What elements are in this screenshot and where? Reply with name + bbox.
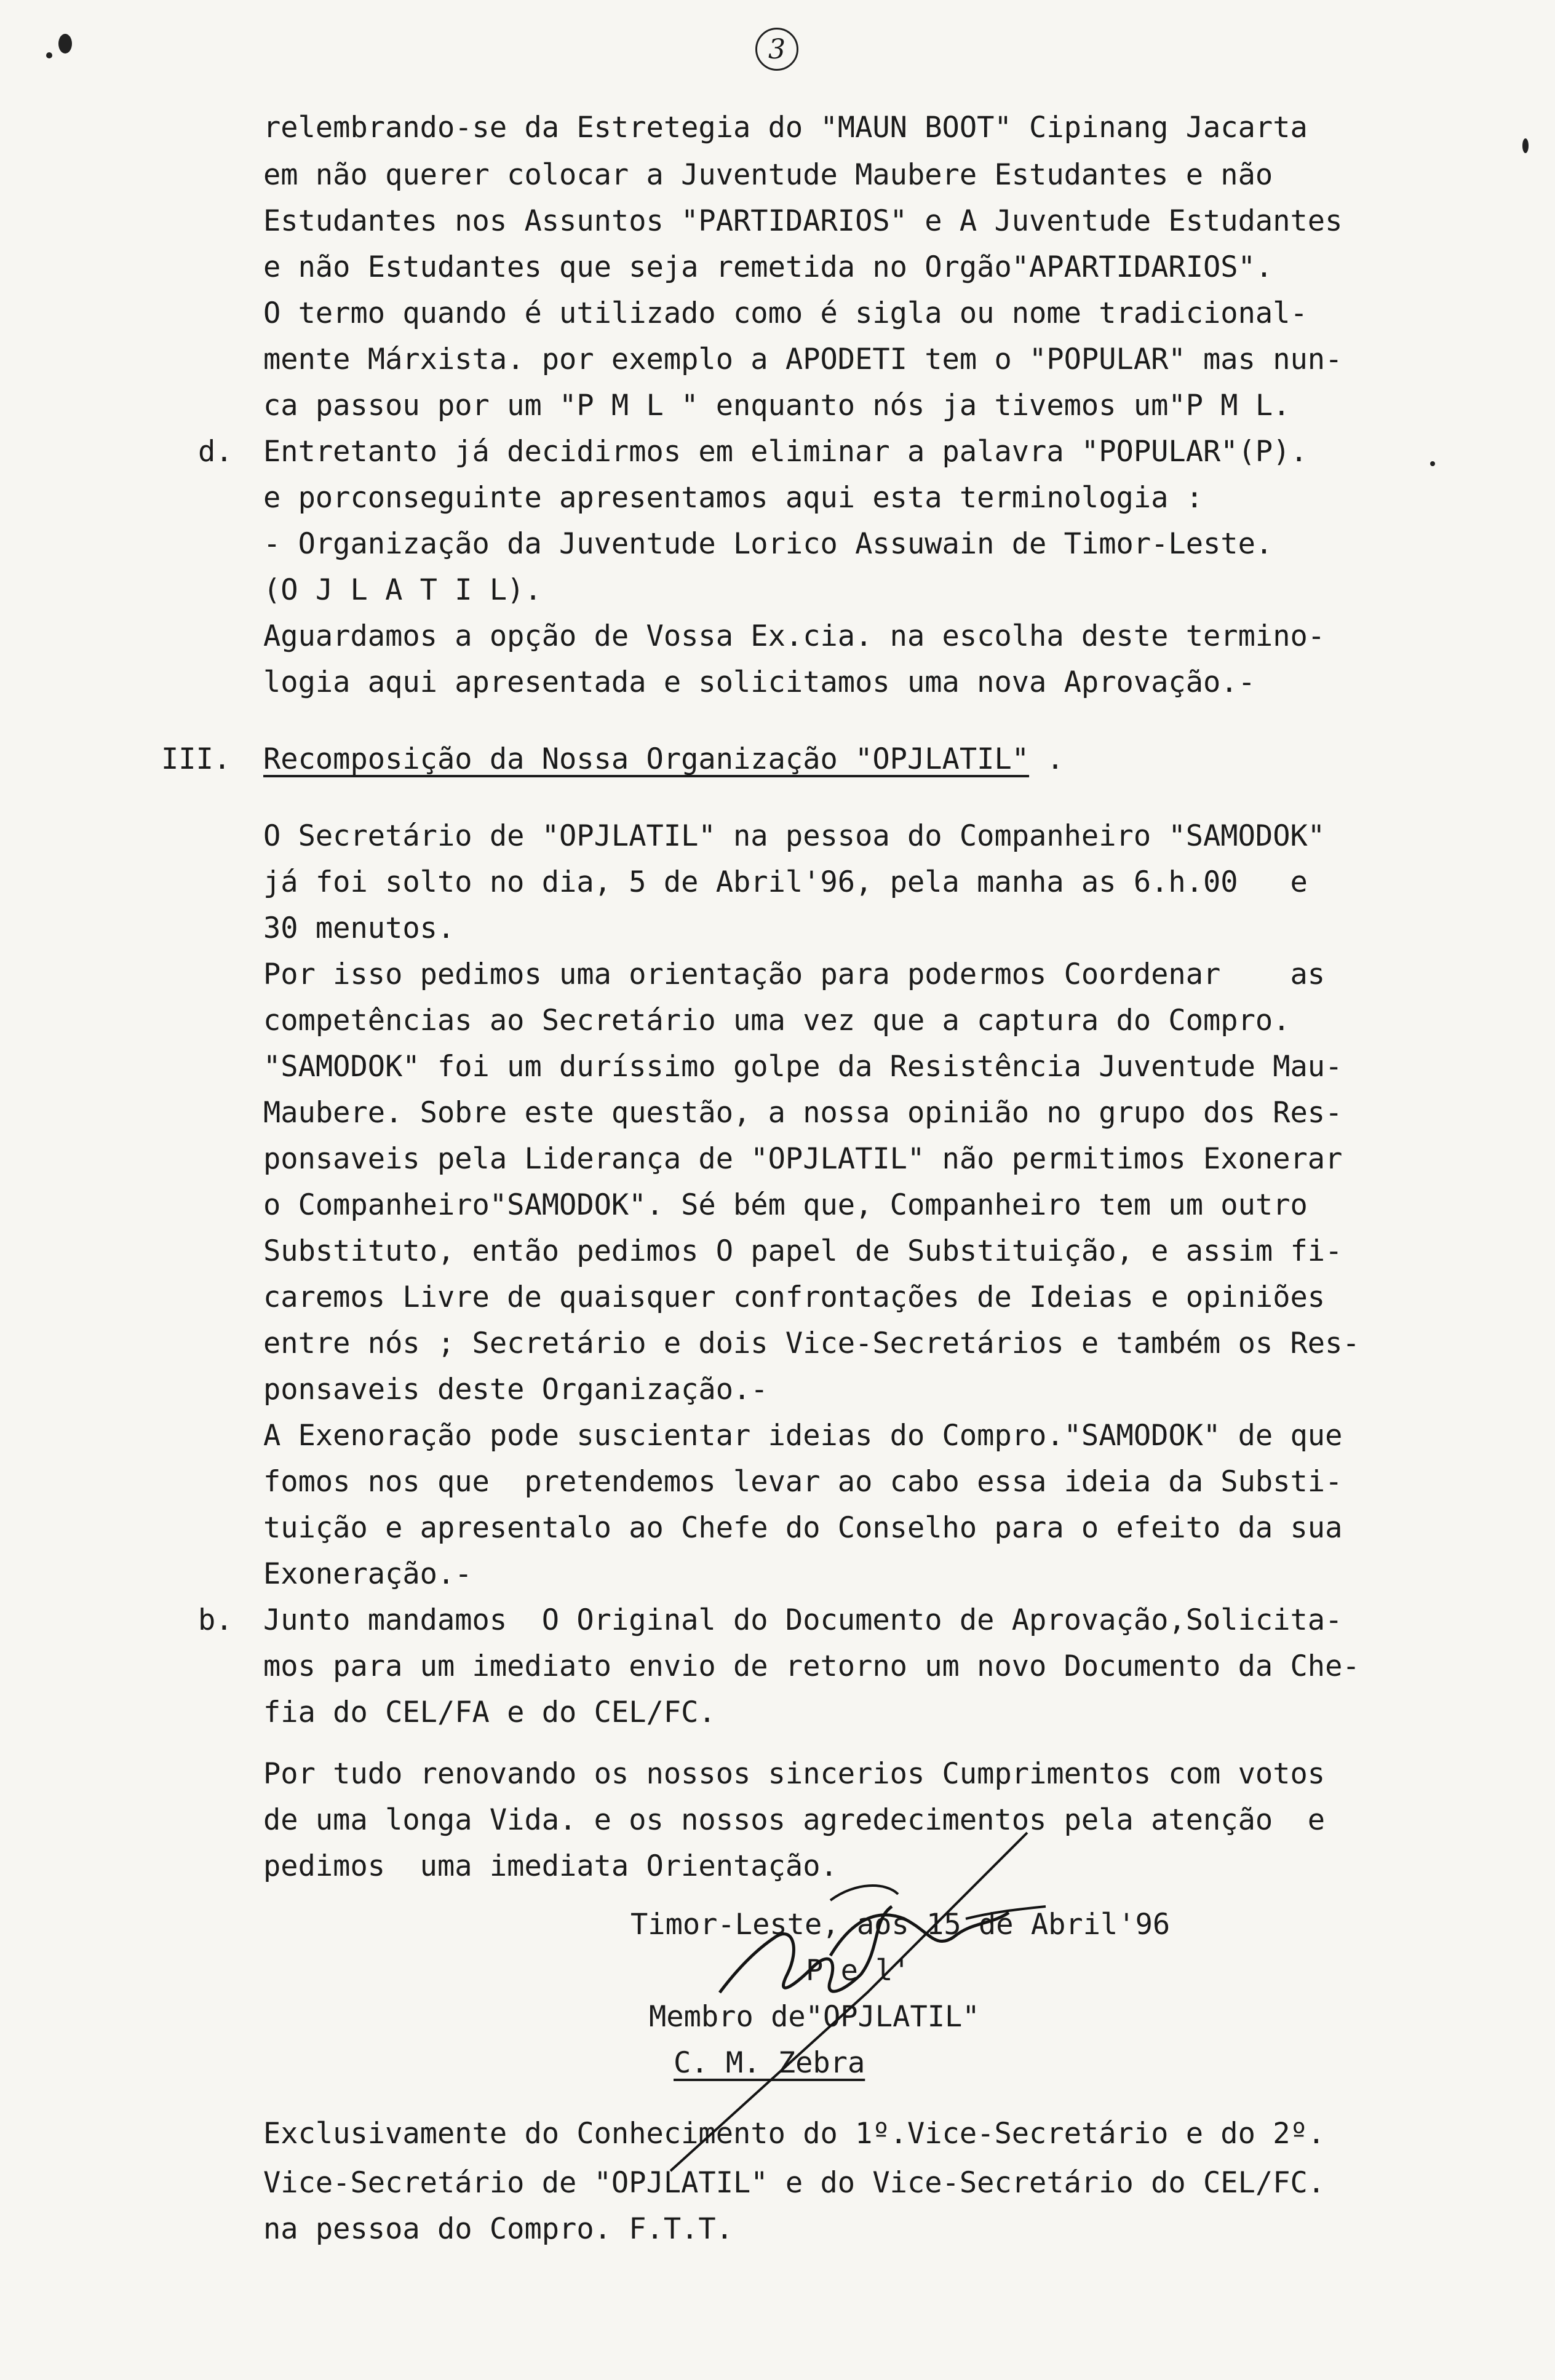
- lines-line-text: Estudantes nos Assuntos "PARTIDARIOS" e A Juventude Estudantes: [263, 204, 1343, 238]
- list-marker: d.: [198, 435, 233, 469]
- lines-line: [263, 480, 1203, 517]
- lines-line: [263, 1002, 1291, 1039]
- lines-line: [263, 387, 1291, 424]
- lines-line-text: ponsaveis deste Organização.-: [263, 1373, 768, 1406]
- lines-line-text: ca passou por um "P M L " enquanto nós ja tivemos um"P M L.: [263, 389, 1291, 422]
- lines-line-text: em não querer colocar a Juventude Maubere Estudantes e não: [263, 158, 1273, 192]
- footer-line-text: Exclusivamente do Conhecimento do 1º.Vice-Secretário e do 2º.: [263, 2117, 1326, 2151]
- lines-line-text: - Organização da Juventude Lorico Assuwain de Timor-Leste.: [263, 527, 1273, 561]
- ink-speck: [1522, 138, 1529, 153]
- lines-line-text: Por tudo renovando os nossos sincerios Cumprimentos com votos: [263, 1757, 1326, 1791]
- lines-line-text: ponsaveis pela Liderança de "OPJLATIL" não permitimos Exonerar: [263, 1142, 1343, 1176]
- lines-line-text: tuição e apresentalo ao Chefe do Conselho para o efeito da sua: [263, 1511, 1343, 1545]
- lines-line: [263, 341, 1342, 378]
- lines-line-text: Exoneração.-: [263, 1557, 472, 1591]
- ink-speck: [46, 52, 52, 58]
- lines-line-text: mos para um imediato envio de retorno um novo Documento da Che-: [263, 1649, 1360, 1683]
- lines-line: [263, 1095, 1342, 1132]
- lines-line-text: A Exenoração pode suscientar ideias do Compro."SAMODOK" de que: [263, 1419, 1343, 1453]
- lines-line-text: O Secretário de "OPJLATIL" na pessoa do Companheiro "SAMODOK": [263, 819, 1326, 853]
- lines-line: [263, 818, 1325, 855]
- lines-line-text: Recomposição da Nossa Organização "OPJLATIL": [263, 742, 1030, 776]
- footer-line: [263, 2211, 733, 2248]
- lines-line-text: de uma longa Vida. e os nossos agredecimentos pela atenção e: [263, 1803, 1326, 1837]
- lines-line: [263, 295, 1308, 332]
- ink-speck: [1430, 461, 1435, 466]
- lines-line-text: Aguardamos a opção de Vossa Ex.cia. na escolha deste termino-: [263, 619, 1326, 653]
- section-number: III.: [161, 742, 231, 776]
- lines-line-text: e não Estudantes que seja remetida no Orgão"APARTIDARIOS".: [263, 250, 1273, 284]
- lines-line-text: "SAMODOK" foi um duríssimo golpe da Resistência Juventude Mau-: [263, 1050, 1343, 1084]
- lines-line-text: (O J L A T I L).: [263, 573, 542, 607]
- lines-line: [263, 1049, 1342, 1085]
- lines-line-text: Substituto, então pedimos O papel de Substituição, e assim fi-: [263, 1234, 1343, 1268]
- lines-line: [263, 434, 1308, 470]
- lines-line-text: relembrando-se da Estretegia do "MAUN BOOT" Cipinang Jacarta: [263, 111, 1308, 145]
- lines-line-text: logia aqui apresentada e solicitamos uma nova Aprovação.-: [263, 665, 1255, 699]
- list-marker: b.: [198, 1603, 233, 1637]
- lines-line: [263, 572, 542, 609]
- lines-line: [263, 956, 1325, 993]
- lines-line-text: Entretanto já decidirmos em eliminar a palavra "POPULAR"(P).: [263, 435, 1308, 469]
- closing-line-text: P e l': [806, 1954, 928, 1988]
- handwritten-signature-icon: [646, 1150, 1089, 2183]
- lines-line: [263, 1556, 472, 1593]
- closing-line-text: Membro de"OPJLATIL": [649, 2000, 980, 2034]
- lines-line-text: competências ao Secretário uma vez que a captura do Compro.: [263, 1004, 1291, 1037]
- lines-line: [263, 157, 1273, 194]
- ink-speck: [58, 34, 72, 54]
- lines-line-text: fia do CEL/FA e do CEL/FC.: [263, 1696, 716, 1729]
- lines-line: [263, 526, 1273, 563]
- lines-line: [263, 618, 1325, 655]
- page-number: 3: [755, 28, 798, 71]
- footer-line-text: Vice-Secretário de "OPJLATIL" e do Vice-Secretário do CEL/FC.: [263, 2166, 1326, 2200]
- lines-line-tail: .: [1029, 742, 1064, 776]
- lines-line-text: 30 menutos.: [263, 911, 455, 945]
- lines-line-text: entre nós ; Secretário e dois Vice-Secretários e também os Res-: [263, 1327, 1360, 1360]
- lines-line-text: O termo quando é utilizado como é sigla ou nome tradicional-: [263, 296, 1308, 330]
- lines-line: [263, 864, 1308, 901]
- lines-line: [263, 203, 1342, 240]
- lines-line-text: Junto mandamos O Original do Documento de Aprovação,Solicita-: [263, 1603, 1343, 1637]
- lines-line: [263, 910, 455, 947]
- lines-line: [263, 741, 1064, 778]
- lines-line-text: caremos Livre de quaisquer confrontações de Ideias e opiniões: [263, 1280, 1326, 1314]
- lines-line-text: Maubere. Sobre este questão, a nossa opinião no grupo dos Res-: [263, 1096, 1343, 1130]
- closing-line-text: C. M. Zebra: [674, 2046, 865, 2080]
- lines-line-text: e porconseguinte apresentamos aqui esta terminologia :: [263, 481, 1204, 515]
- lines-line: [263, 249, 1273, 286]
- footer-line-text: na pessoa do Compro. F.T.T.: [263, 2212, 734, 2246]
- lines-line: [263, 664, 1255, 701]
- lines-line-text: já foi solto no dia, 5 de Abril'96, pela manha as 6.h.00 e: [263, 865, 1308, 899]
- closing-line-text: Timor-Leste, aos 15 de Abril'96: [630, 1908, 1171, 1942]
- lines-line-text: mente Márxista. por exemplo a APODETI tem o "POPULAR" mas nun-: [263, 343, 1343, 376]
- lines-line: [263, 109, 1308, 146]
- lines-line-text: Por isso pedimos uma orientação para podermos Coordenar as: [263, 958, 1326, 991]
- lines-line-text: pedimos uma imediata Orientação.: [263, 1849, 838, 1883]
- lines-line-text: fomos nos que pretendemos levar ao cabo essa ideia da Substi-: [263, 1465, 1343, 1499]
- lines-line-text: o Companheiro"SAMODOK". Sé bém que, Companheiro tem um outro: [263, 1188, 1308, 1222]
